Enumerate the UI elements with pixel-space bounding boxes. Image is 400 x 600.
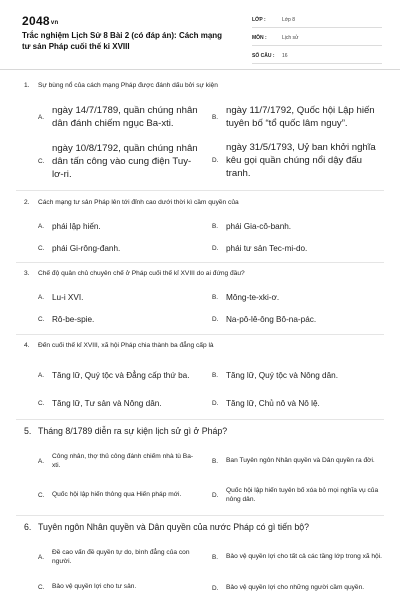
option-d[interactable]	[212, 482, 382, 508]
option-b[interactable]	[212, 102, 382, 132]
question-number: 5.	[24, 426, 32, 436]
divider	[16, 190, 384, 191]
question-number: 1.	[24, 82, 30, 89]
meta-value: 16	[282, 52, 288, 59]
option-b[interactable]	[212, 290, 382, 304]
option-c[interactable]	[38, 241, 198, 255]
option-text: phái lập hiến.	[52, 221, 101, 231]
option-text: Rô-be-spie.	[52, 314, 95, 324]
meta-row-grade	[252, 12, 382, 28]
option-text: Bảo vệ quyền lợi cho những người cầm quyền.	[226, 584, 365, 592]
option-letter: D.	[212, 491, 219, 499]
option-letter: A.	[38, 293, 45, 301]
option-letter: A.	[38, 457, 45, 465]
question-text	[24, 426, 384, 436]
question-number: 2.	[24, 199, 30, 206]
meta-row-subject	[252, 30, 382, 46]
option-letter: B.	[212, 293, 219, 301]
option-text: Quốc hội lập hiến tuyên bố xóa bỏ mọi nghĩa vụ của nông dân.	[226, 486, 379, 503]
option-d[interactable]	[212, 396, 382, 410]
option-d[interactable]	[212, 312, 382, 326]
meta-key: SỐ CÂU :	[252, 52, 275, 59]
option-b[interactable]	[212, 544, 382, 570]
question-prompt: Sự bùng nổ của cách mạng Pháp được đánh dấu bởi sự kiện	[38, 82, 218, 89]
divider	[16, 419, 384, 420]
option-letter: B.	[212, 553, 219, 561]
option-c[interactable]	[38, 482, 198, 508]
option-letter: D.	[212, 315, 219, 323]
option-text: Mông-te-xki-ơ.	[226, 292, 280, 302]
option-text: Quốc hội lập hiến thông qua Hiến pháp mới.	[52, 491, 182, 499]
option-text: ngày 10/8/1792, quần chúng nhân dân tấn công vào cung điện Tuy-lơ-ri.	[52, 142, 198, 180]
option-c[interactable]	[38, 580, 198, 594]
meta-row-count	[252, 48, 382, 64]
option-b[interactable]	[212, 448, 382, 474]
option-b[interactable]	[212, 219, 382, 233]
option-text: Đề cao vấn đề quyền tự do, bình đẳng của con người.	[52, 548, 190, 565]
meta-table	[252, 12, 382, 66]
option-d[interactable]	[212, 138, 382, 182]
question-prompt: Cách mạng tư sản Pháp lên tới đỉnh cao dưới thời kì cầm quyền của	[38, 199, 239, 206]
option-a[interactable]	[38, 219, 198, 233]
question-prompt: Chế độ quân chủ chuyên chế ở Pháp cuối thế kỉ XVIII do ai đứng đầu?	[38, 270, 245, 277]
option-letter: C.	[38, 583, 45, 591]
option-a[interactable]	[38, 448, 198, 474]
question-text	[24, 199, 384, 206]
logo-text: 2048	[22, 14, 50, 28]
divider	[16, 262, 384, 263]
divider	[16, 334, 384, 335]
option-letter: C.	[38, 491, 45, 499]
option-text: Tăng lữ, Quý tộc và Đẳng cấp thứ ba.	[52, 370, 190, 380]
option-text: Bảo vệ quyền lợi cho tư sản.	[52, 583, 137, 591]
option-text: Lu-i XVI.	[52, 292, 84, 302]
option-text: Bảo vệ quyền lợi cho tất cả các tầng lớp trong xã hội.	[226, 553, 382, 561]
site-logo[interactable]	[22, 14, 59, 28]
option-text: ngày 31/5/1793, Uỷ ban khởi nghĩa kêu gọi quần chúng nổi dậy đấu tranh.	[226, 141, 376, 179]
question-text	[24, 522, 384, 532]
option-text: phái tư sản Tec-mi-do.	[226, 243, 308, 253]
option-letter: C.	[38, 157, 45, 165]
option-text: Tăng lữ, Tư sản và Nông dân.	[52, 398, 162, 408]
option-letter: D.	[212, 584, 219, 592]
option-c[interactable]	[38, 142, 198, 180]
question-text	[24, 342, 384, 349]
option-text: phái Gi-rông-đanh.	[52, 243, 121, 253]
option-a[interactable]	[38, 360, 198, 390]
option-c[interactable]	[38, 312, 198, 326]
option-letter: D.	[212, 156, 219, 164]
option-text: Tăng lữ, Quý tộc và Nông dân.	[226, 370, 338, 380]
question-number: 3.	[24, 270, 30, 277]
meta-value: Lịch sử	[282, 34, 299, 41]
divider	[16, 515, 384, 516]
option-d[interactable]	[212, 241, 382, 255]
option-a[interactable]	[38, 290, 198, 304]
option-letter: A.	[38, 222, 45, 230]
question-prompt: Đến cuối thế kỉ XVIII, xã hội Pháp chia thành ba đẳng cấp là	[38, 342, 214, 349]
option-letter: D.	[212, 399, 219, 407]
option-letter: B.	[212, 113, 219, 121]
option-letter: C.	[38, 315, 45, 323]
logo-suffix: vn	[50, 20, 59, 26]
question-number: 4.	[24, 342, 30, 349]
page-title: Trắc nghiệm Lịch Sử 8 Bài 2 (có đáp án): Cách mạng tư sản Pháp cuối thế kỉ XVIII	[22, 31, 223, 51]
option-text: ngày 14/7/1789, quần chúng nhân dân đánh chiếm ngục Ba-xti.	[52, 105, 198, 129]
option-letter: A.	[38, 371, 45, 379]
question-text	[24, 82, 384, 89]
option-letter: A.	[38, 553, 45, 561]
option-text: Ban Tuyên ngôn Nhân quyền và Dân quyền ra đời.	[226, 457, 375, 465]
question-number: 6.	[24, 522, 32, 532]
option-text: ngày 11/7/1792, Quốc hội Lập hiến tuyên bố “tổ quốc lâm nguy”.	[226, 105, 375, 129]
header	[0, 0, 400, 70]
option-letter: C.	[38, 399, 45, 407]
option-letter: A.	[38, 113, 45, 121]
meta-key: MÔN :	[252, 34, 267, 41]
option-a[interactable]	[38, 102, 198, 132]
option-letter: C.	[38, 244, 45, 252]
option-b[interactable]	[212, 360, 382, 390]
option-letter: B.	[212, 457, 219, 465]
option-letter: D.	[212, 244, 219, 252]
option-text: phái Gia-cô-banh.	[226, 221, 292, 231]
option-c[interactable]	[38, 396, 198, 410]
question-prompt: Tuyên ngôn Nhân quyền và Dân quyền của nước Pháp có gì tiến bộ?	[38, 522, 310, 532]
meta-value: Lớp 8	[282, 16, 296, 23]
meta-key: LỚP :	[252, 16, 266, 23]
option-a[interactable]	[38, 544, 198, 570]
option-text: Công nhân, thợ thủ công đánh chiếm nhà tù Ba-xti.	[52, 452, 194, 469]
option-letter: B.	[212, 371, 219, 379]
option-letter: B.	[212, 222, 219, 230]
option-text: Tăng lữ, Chủ nô và Nô lệ.	[226, 398, 320, 408]
option-d[interactable]	[212, 578, 382, 598]
question-prompt: Tháng 8/1789 diễn ra sự kiện lịch sử gì ở Pháp?	[38, 426, 228, 436]
question-text	[24, 270, 384, 277]
option-text: Na-pô-lê-ông Bô-na-pác.	[226, 314, 317, 324]
